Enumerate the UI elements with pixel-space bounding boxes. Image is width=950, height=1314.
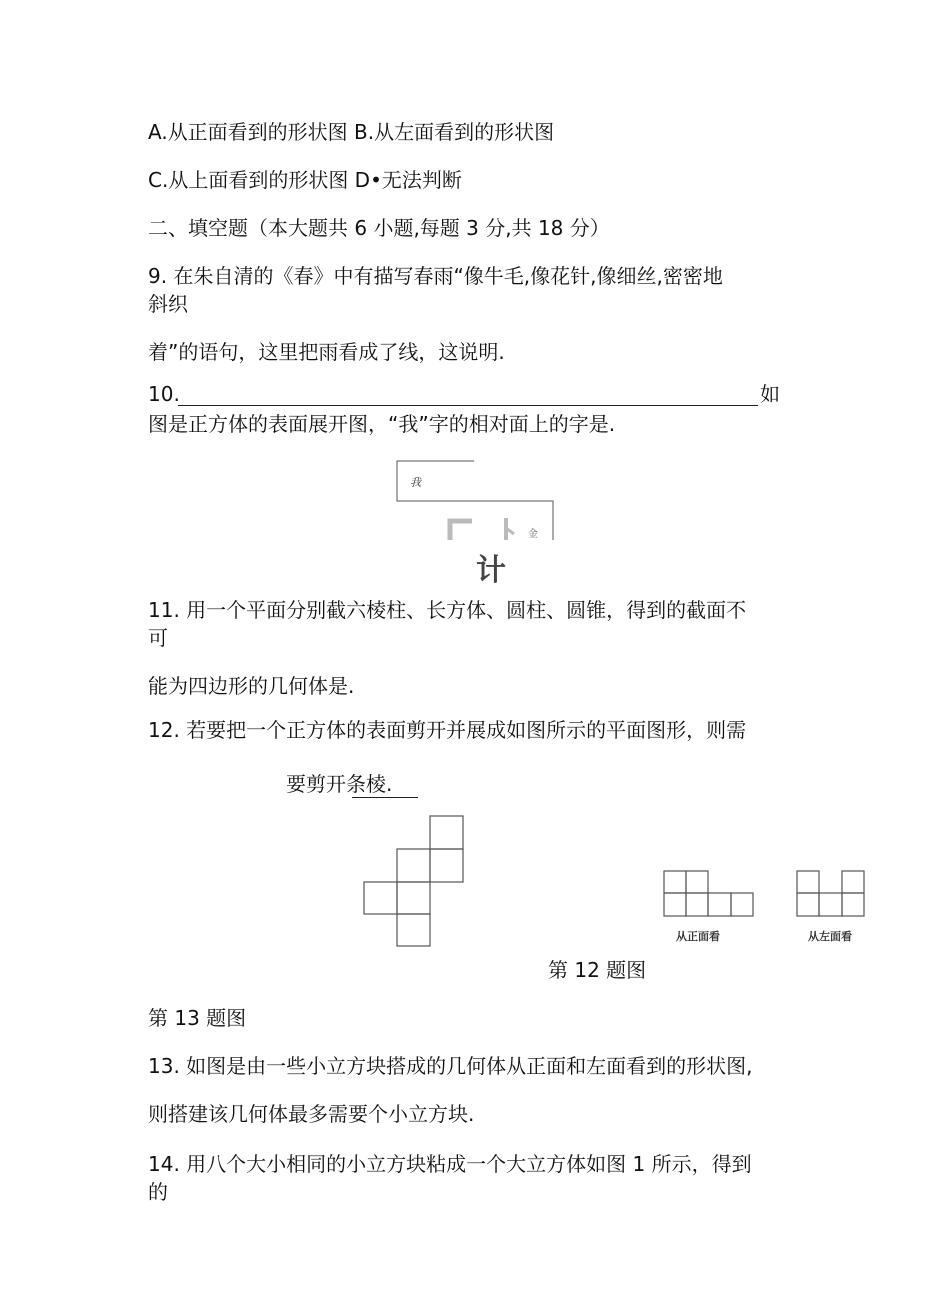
net-char-partial: 计 bbox=[476, 553, 506, 588]
question-10-text: 图是正方体的表面展开图，“我”字的相对面上的字是. bbox=[148, 412, 616, 436]
question-9-line3: 着”的语句，这里把雨看成了线，这说明. bbox=[148, 340, 505, 364]
question-11-line1: 11. 用一个平面分别截六棱柱、长方体、圆柱、圆锥，得到的截面不 bbox=[148, 598, 747, 622]
question-9-line1: 9. 在朱自清的《春》中有描写春雨“像牛毛,像花针,像细丝,密密地 bbox=[148, 264, 723, 288]
option-line-ab: A.从正面看到的形状图 B.从左面看到的形状图 bbox=[148, 120, 555, 144]
figure-12-caption: 第 12 题图 bbox=[548, 958, 647, 982]
question-13-line2: 则搭建该几何体最多需要个小立方块. bbox=[148, 1102, 475, 1126]
question-9-line2: 斜织 bbox=[148, 292, 188, 316]
question-12-line2: 要剪开条棱. bbox=[286, 772, 393, 796]
question-13-line1: 13. 如图是由一些小立方块搭成的几何体从正面和左面看到的形状图, bbox=[148, 1054, 753, 1078]
left-view-label: 从左面看 bbox=[808, 930, 852, 943]
question-12-line1: 12. 若要把一个正方体的表面剪开并展成如图所示的平面图形，则需 bbox=[148, 718, 747, 742]
figure-13-caption: 第 13 题图 bbox=[148, 1006, 247, 1030]
question-14-line1: 14. 用八个大小相同的小立方块粘成一个大立方体如图 1 所示，得到 bbox=[148, 1152, 752, 1176]
question-11-line2: 可 bbox=[148, 626, 168, 650]
question-10-number: 10. bbox=[148, 382, 180, 406]
section-heading: 二、填空题（本大题共 6 小题,每题 3 分,共 18 分） bbox=[148, 216, 610, 240]
question-11-line3: 能为四边形的几何体是. bbox=[148, 674, 355, 698]
front-view-label: 从正面看 bbox=[676, 930, 720, 943]
question-10-tail: 如 bbox=[760, 382, 780, 406]
option-line-cd: C.从上面看到的形状图 D•无法判断 bbox=[148, 168, 462, 192]
net-char-wo: 我 bbox=[410, 476, 421, 489]
net-char-jin: 金 bbox=[528, 529, 538, 540]
question-14-line2: 的 bbox=[148, 1180, 168, 1204]
